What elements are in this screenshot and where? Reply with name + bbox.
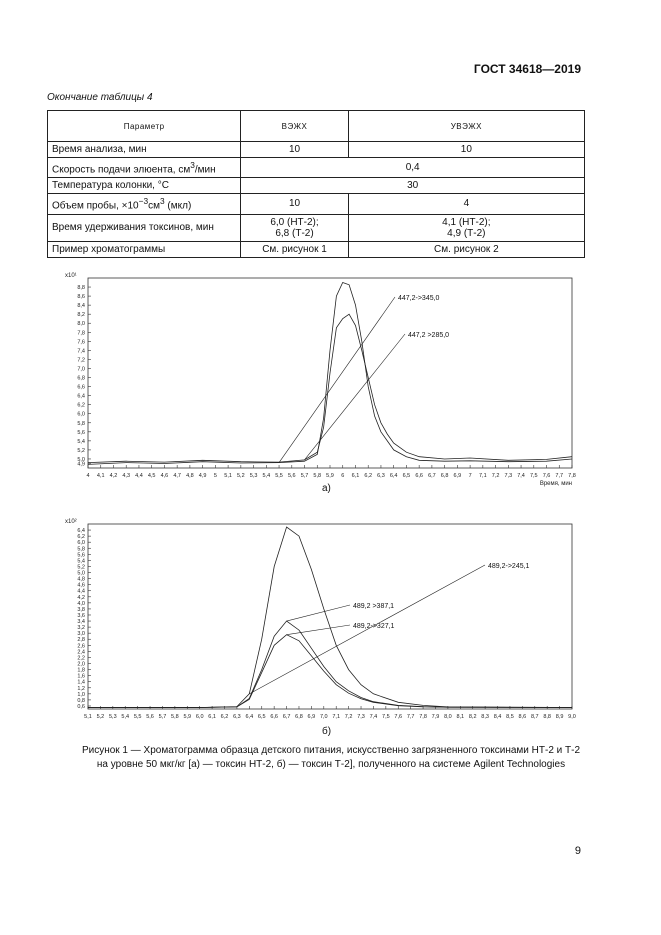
series-label: 489,2 >387,1 [353, 603, 395, 610]
x-tick-label: 8,4 [493, 714, 502, 720]
y-tick-label: 7,0 [77, 366, 85, 373]
y-tick-label: 0,8 [77, 697, 85, 704]
x-tick-label: 8,6 [518, 714, 527, 720]
row-merged: 30 [241, 178, 585, 194]
x-tick-label: 6,1 [351, 473, 360, 479]
parameters-table [47, 110, 585, 258]
x-tick-label: 5,8 [313, 473, 322, 479]
x-tick-label: 6,5 [402, 473, 411, 479]
row-uhplc: 4 [348, 194, 584, 214]
y-multiplier: x10¹ [65, 273, 77, 279]
x-tick-label: 7,3 [357, 714, 365, 720]
series-line [88, 635, 572, 708]
standard-number: ГОСТ 34618—2019 [473, 62, 581, 76]
x-tick-label: 5,1 [224, 473, 232, 479]
y-tick-label: 8,4 [77, 303, 85, 310]
x-tick-label: 7,0 [319, 714, 328, 720]
x-tick-label: 5,5 [275, 473, 283, 479]
x-tick-label: 4,4 [135, 473, 143, 479]
x-tick-label: 6,1 [208, 714, 216, 720]
y-tick-label: 4,4 [77, 588, 85, 595]
x-tick-label: 4,9 [198, 473, 207, 479]
row-hplc: См. рисунок 1 [241, 241, 348, 257]
y-tick-label: 5,4 [77, 438, 85, 445]
x-tick-label: 5,4 [121, 714, 130, 720]
table-row [48, 214, 585, 241]
y-tick-label: 5,2 [77, 447, 85, 454]
y-tick-label: 3,0 [77, 631, 85, 638]
x-tick-label: 6,9 [453, 473, 462, 479]
x-tick-label: 7,2 [344, 714, 353, 720]
panel-label-a: а) [322, 483, 331, 494]
table-header-row [48, 111, 585, 142]
y-tick-label: 5,8 [77, 420, 85, 427]
y-tick-label: 1,4 [77, 679, 85, 686]
y-tick-label: 5,0 [77, 570, 85, 577]
row-hplc: 6,0 (НТ-2); 6,8 (Т-2) [241, 214, 348, 241]
chromatogram-b [60, 514, 580, 724]
table-row [48, 241, 585, 257]
series-line [88, 527, 572, 708]
y-tick-label: 8,6 [77, 294, 85, 301]
x-tick-label: 6,9 [307, 714, 316, 720]
x-tick-label: 6,5 [257, 714, 266, 720]
y-tick-label: 1,0 [77, 691, 85, 698]
y-tick-label: 3,4 [77, 619, 85, 626]
y-tick-label: 5,8 [77, 546, 85, 553]
table-row [48, 158, 585, 178]
x-tick-label: 6,4 [245, 714, 254, 720]
table-caption: Окончание таблицы 4 [47, 92, 153, 103]
plot-frame [88, 524, 572, 709]
x-tick-label: 6,3 [377, 473, 385, 479]
y-tick-label: 8,0 [77, 321, 85, 328]
series-line [88, 621, 572, 708]
x-tick-label: 8,8 [543, 714, 552, 720]
x-tick-label: 4,8 [186, 473, 194, 479]
series-label: 489,2->327,1 [353, 623, 395, 630]
x-tick-label: 8,0 [444, 714, 452, 720]
series-label: 447,2->345,0 [398, 295, 440, 302]
y-tick-label: 2,4 [77, 649, 85, 656]
y-tick-label: 3,6 [77, 612, 85, 619]
x-tick-label: 8,1 [456, 714, 465, 720]
x-tick-label: 7,1 [332, 714, 341, 720]
x-tick-label: 4,5 [147, 473, 156, 479]
x-tick-label: 6,6 [270, 714, 278, 720]
x-tick-label: 4,2 [109, 473, 118, 479]
y-tick-label: 5,6 [77, 552, 85, 559]
x-tick-label: 5,7 [158, 714, 167, 720]
x-tick-label: 5,7 [300, 473, 309, 479]
row-param: Температура колонки, °С [48, 178, 241, 194]
y-tick-label: 1,2 [77, 685, 85, 692]
x-tick-label: 5,3 [249, 473, 258, 479]
y-tick-label: 6,0 [77, 411, 85, 418]
x-tick-label: 6,0 [195, 714, 204, 720]
x-tick-label: 9,0 [568, 714, 576, 720]
page-number: 9 [574, 845, 581, 857]
x-tick-label: 6,4 [389, 473, 398, 479]
x-tick-label: 7,5 [382, 714, 390, 720]
x-axis-label: Время, мин [539, 481, 572, 487]
y-tick-label: 1,8 [77, 667, 85, 674]
row-uhplc: 10 [348, 142, 584, 158]
y-tick-label: 8,8 [77, 285, 85, 292]
y-tick-label: 6,4 [77, 393, 85, 400]
table-row [48, 178, 585, 194]
x-tick-label: 6,7 [428, 473, 436, 479]
y-tick-label: 6,2 [77, 534, 85, 541]
y-tick-label: 7,2 [77, 357, 85, 364]
header-uhplc: УВЭЖХ [348, 111, 584, 142]
series-leader-line [287, 605, 350, 621]
x-tick-label: 5,2 [96, 714, 105, 720]
x-tick-label: 7,6 [394, 714, 403, 720]
y-tick-label: 7,8 [77, 330, 85, 337]
x-tick-label: 5,5 [133, 714, 142, 720]
x-tick-label: 7,4 [517, 473, 525, 479]
y-tick-label: 4,6 [77, 582, 85, 589]
x-tick-label: 6,7 [282, 714, 291, 720]
x-tick-label: 7,6 [542, 473, 551, 479]
row-param: Время анализа, мин [48, 142, 241, 158]
x-tick-label: 7,3 [504, 473, 513, 479]
y-tick-label: 7,4 [77, 348, 85, 355]
header-param: Параметр [48, 111, 241, 142]
y-tick-label: 6,8 [77, 375, 85, 382]
x-tick-label: 5 [213, 473, 217, 479]
row-uhplc: 4,1 (НТ-2); 4,9 (Т-2) [348, 214, 584, 241]
y-tick-label: 4,2 [77, 594, 85, 601]
y-tick-label: 4,9 [77, 461, 85, 468]
series-label: 489,2->245,1 [488, 563, 530, 570]
series-leader-line [305, 334, 405, 460]
x-tick-label: 8,5 [506, 714, 514, 720]
y-tick-label: 0,6 [77, 703, 85, 710]
y-tick-label: 2,0 [77, 661, 85, 668]
x-tick-label: 4 [86, 473, 90, 479]
x-tick-label: 8,3 [481, 714, 489, 720]
y-tick-label: 1,6 [77, 673, 85, 680]
y-tick-label: 5,0 [77, 456, 85, 463]
chromatogram-a [60, 268, 580, 493]
row-hplc: 10 [241, 194, 348, 214]
table-row [48, 142, 585, 158]
x-tick-label: 7,1 [479, 473, 487, 479]
x-tick-label: 4,7 [173, 473, 181, 479]
series-leader-line [287, 625, 350, 635]
x-tick-label: 6,6 [415, 473, 423, 479]
x-tick-label: 8,9 [555, 714, 564, 720]
row-hplc: 10 [241, 142, 348, 158]
y-tick-label: 6,2 [77, 402, 85, 409]
x-tick-label: 7,7 [555, 473, 564, 479]
y-tick-label: 8,2 [77, 312, 85, 319]
y-tick-label: 3,8 [77, 606, 85, 613]
table-row [48, 194, 585, 214]
y-tick-label: 5,2 [77, 564, 85, 571]
x-tick-label: 8,7 [530, 714, 539, 720]
y-tick-label: 7,6 [77, 339, 85, 346]
x-tick-label: 6,2 [364, 473, 373, 479]
row-param: Время удерживания токсинов, мин [48, 214, 241, 241]
x-tick-label: 6 [341, 473, 345, 479]
series-line [88, 314, 572, 462]
x-tick-label: 5,6 [146, 714, 154, 720]
header-hplc: ВЭЖХ [241, 111, 348, 142]
y-multiplier: x10² [65, 519, 77, 525]
x-tick-label: 6,8 [440, 473, 449, 479]
x-tick-label: 4,6 [160, 473, 169, 479]
x-tick-label: 7,8 [568, 473, 576, 479]
x-tick-label: 5,8 [171, 714, 179, 720]
x-tick-label: 7,2 [491, 473, 500, 479]
x-tick-label: 6,3 [233, 714, 241, 720]
x-tick-label: 6,2 [220, 714, 229, 720]
series-label: 447,2 >285,0 [408, 332, 450, 339]
row-merged: 0,4 [241, 158, 585, 178]
figure-caption-line1: Рисунок 1 — Хроматограмма образца детского питания, искусственно загрязненного токсинами НТ-2 и Т-2 [81, 745, 581, 756]
x-tick-label: 4,3 [122, 473, 131, 479]
row-uhplc: См. рисунок 2 [348, 241, 584, 257]
x-tick-label: 5,4 [262, 473, 271, 479]
x-tick-label: 7,5 [529, 473, 538, 479]
x-tick-label: 7,9 [431, 714, 440, 720]
y-tick-label: 6,6 [77, 384, 85, 391]
x-tick-label: 7,8 [419, 714, 427, 720]
x-tick-label: 7 [468, 473, 472, 479]
y-tick-label: 4,8 [77, 576, 85, 583]
x-tick-label: 4,1 [96, 473, 105, 479]
y-tick-label: 2,6 [77, 643, 85, 650]
x-tick-label: 5,9 [183, 714, 192, 720]
row-param: Объем пробы, $\times 10^{-3}см^3$ (мкл) [48, 194, 241, 214]
y-tick-label: 6,0 [77, 540, 85, 547]
y-tick-label: 2,8 [77, 637, 85, 644]
figure-caption-line2: на уровне 50 мкг/кг [а) — токсин НТ-2, б) — токсин Т-2], полученного на системе Agilent Technologies [96, 759, 566, 770]
row-param: Пример хроматограммы [48, 241, 241, 257]
y-tick-label: 4,0 [77, 600, 85, 607]
y-tick-label: 3,2 [77, 625, 85, 632]
x-tick-label: 6,8 [295, 714, 303, 720]
row-param: Скорость подачи элюента, $см^3$/мин [48, 158, 241, 178]
y-tick-label: 2,2 [77, 655, 85, 662]
y-tick-label: 5,4 [77, 558, 85, 565]
x-tick-label: 5,3 [108, 714, 117, 720]
x-tick-label: 7,7 [406, 714, 415, 720]
x-tick-label: 5,1 [84, 714, 92, 720]
x-tick-label: 8,2 [468, 714, 477, 720]
series-leader-line [279, 297, 395, 463]
figure-caption [48, 744, 614, 772]
x-tick-label: 5,9 [326, 473, 334, 479]
y-tick-label: 6,4 [77, 528, 85, 535]
x-tick-label: 7,4 [369, 714, 378, 720]
x-tick-label: 5,2 [237, 473, 245, 479]
y-tick-label: 5,6 [77, 429, 85, 436]
x-tick-label: 5,6 [287, 473, 296, 479]
panel-label-b: б) [322, 726, 332, 737]
